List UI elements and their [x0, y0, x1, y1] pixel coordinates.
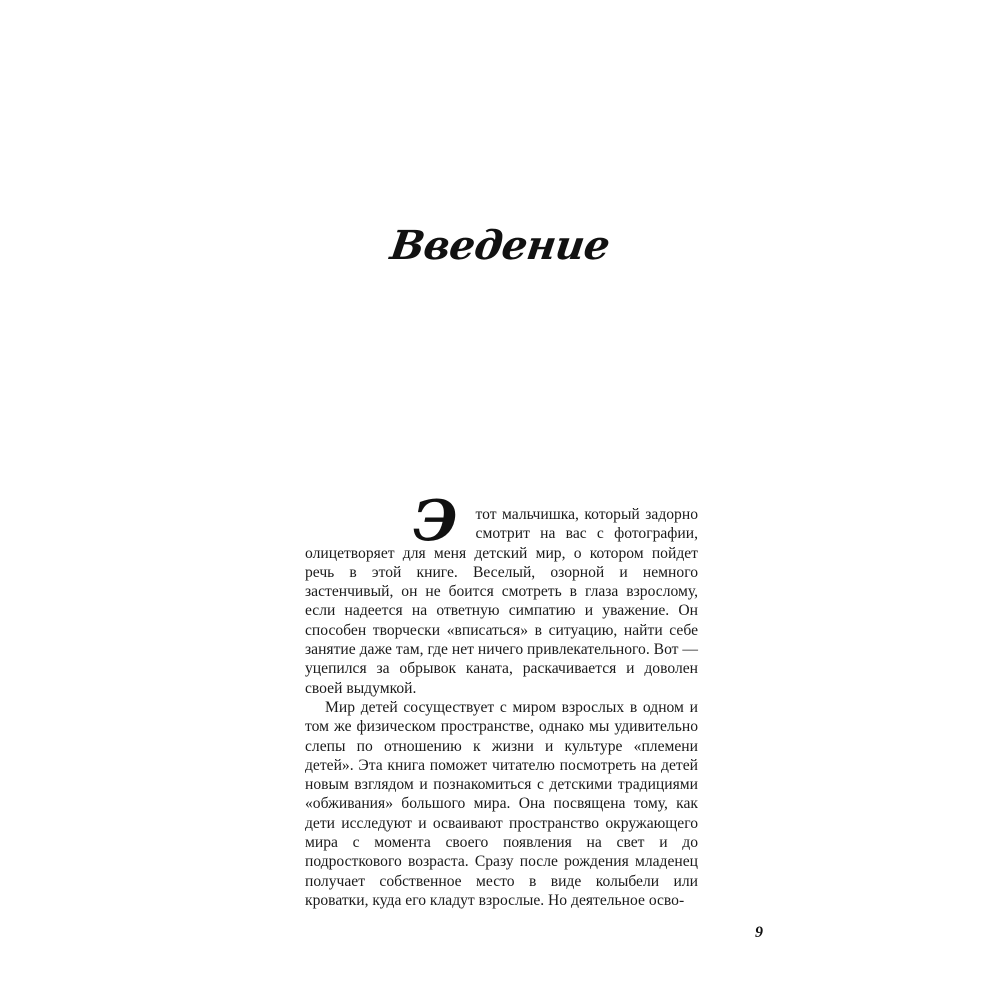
body-text	[305, 488, 698, 910]
drop-cap: Э	[413, 488, 458, 554]
chapter-title: Введение	[387, 222, 613, 269]
paragraph-1-text: тот мальчишка, который задорно смотрит на вас с фотографии, олицетворяет для меня детский мир, о котором пойдет речь в этой книге. Веселый, озорной и немного застенчивый, он не боится смотреть в глаза взрослому, если надеется на ответную симпатию и уважение. Он способен творчески «вписаться» в ситуацию, найти себе занятие даже там, где нет ничего привлекательного. Вот — уцепился за обрывок каната, раскачивается и доволен своей выдумкой.	[305, 506, 698, 697]
paragraph-1	[305, 488, 698, 698]
page-number: 9	[755, 924, 763, 941]
paragraph-2: Мир детей сосуществует с миром взрослых в одном и том же физическом пространстве, однако мы удивительно слепы по отношению к жизни и культуре «племени детей». Эта книга поможет читателю посмотреть на детей новым взглядом и познакомиться с детскими традициями «обживания» большого мира. Она посвящена тому, как дети исследуют и осваивают пространство окружающего мира с момента своего появления на свет и до подросткового возраста. Сразу после рождения младенец получает собственное место в виде колыбели или кроватки, куда его кладут взрослые. Но деятельное осво-	[305, 698, 698, 909]
